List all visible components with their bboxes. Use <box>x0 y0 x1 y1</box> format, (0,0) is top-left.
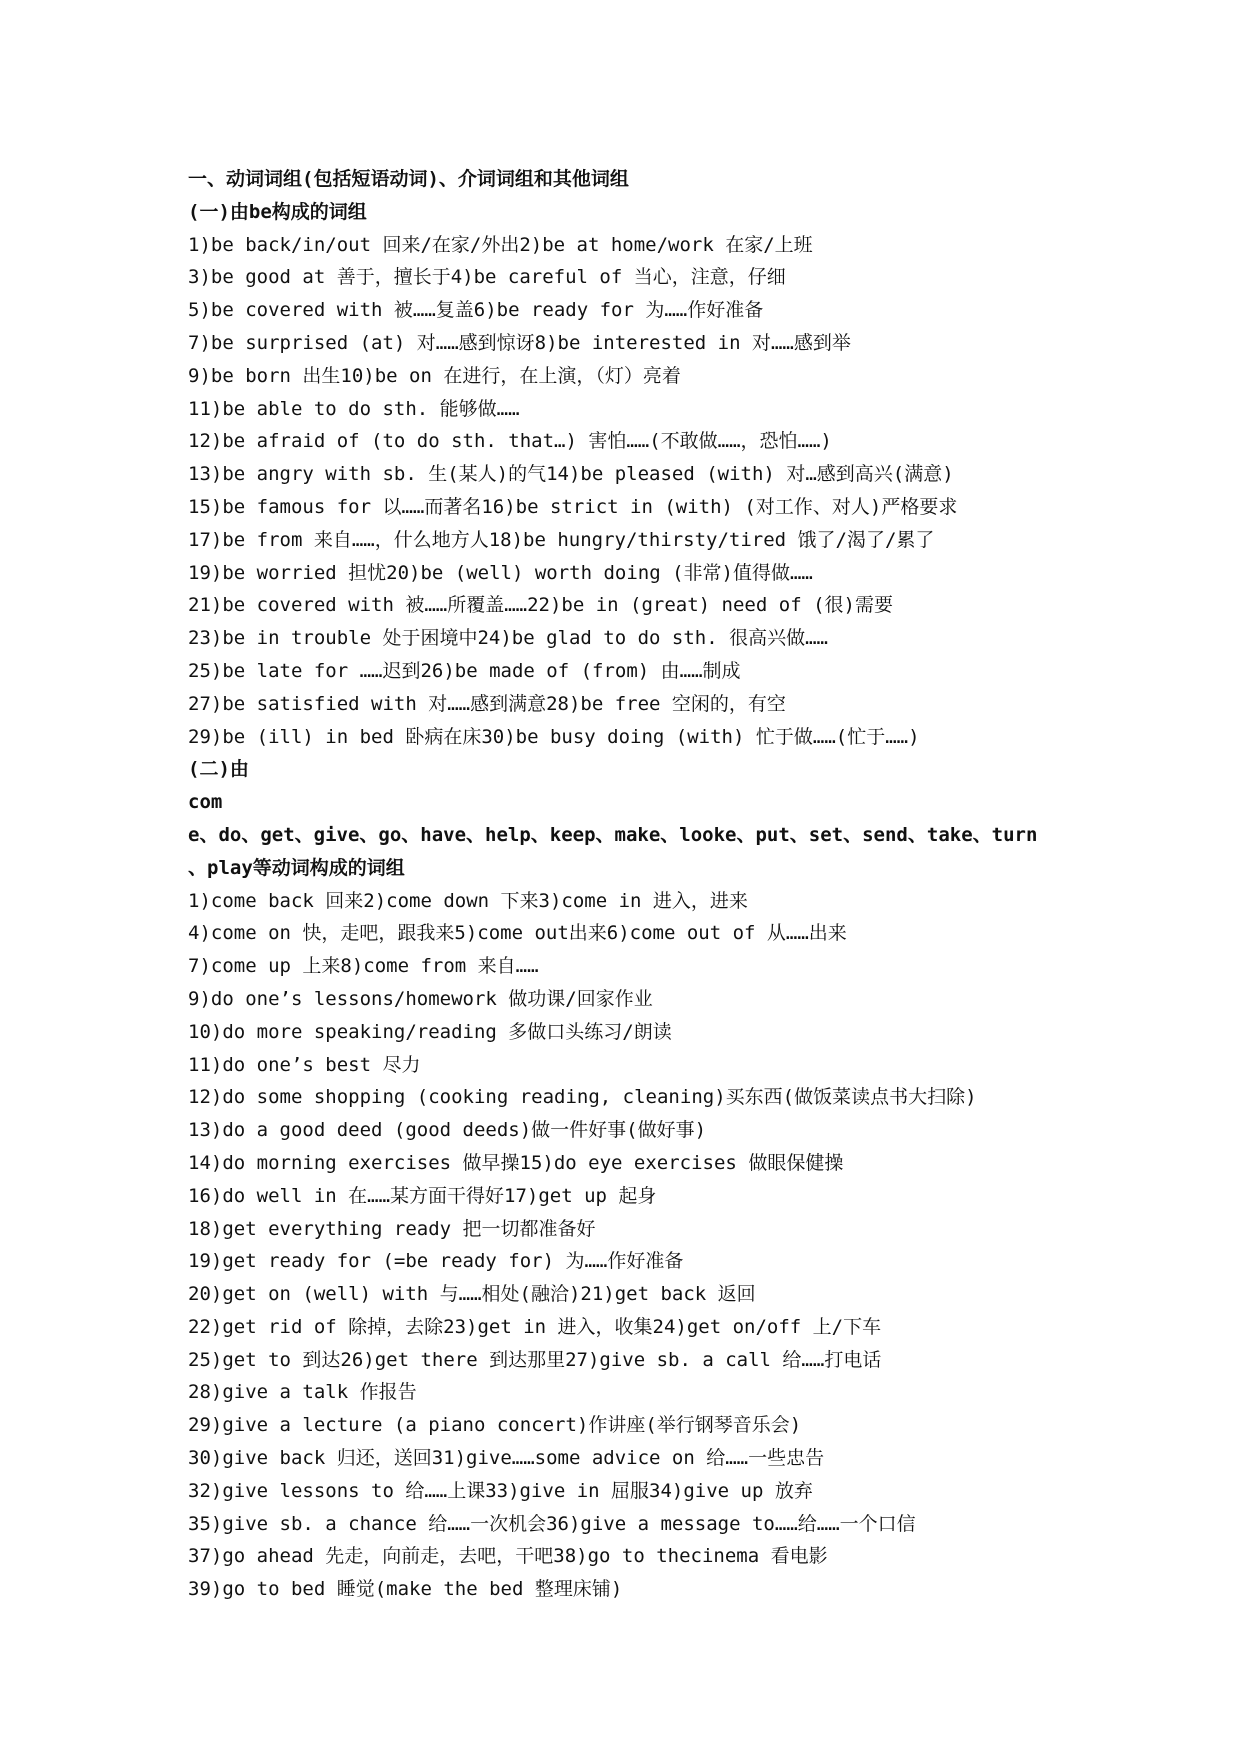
section-2-heading-line: e、do、get、give、go、have、help、keep、make、looke、put、set、send、take、turn <box>188 823 1038 846</box>
list-item: 9)do one’s lessons/homework 做功课/回家作业 <box>188 987 653 1010</box>
list-item: 12)be afraid of (to do sth. that…) 害怕……(不敢做……，恐怕……) <box>188 430 832 453</box>
list-item: 30)give back 归还，送回31)give……some advice on 给……一些忠告 <box>188 1447 825 1470</box>
list-item: 1)be back/in/out 回来/在家/外出2)be at home/work 在家/上班 <box>188 233 813 256</box>
section-2-heading-line: 、play等动词构成的词组 <box>188 856 405 879</box>
list-item: 22)get rid of 除掉，去除23)get in 进入，收集24)get on/off 上/下车 <box>188 1315 882 1338</box>
list-item: 11)do one’s best 尽力 <box>188 1053 421 1076</box>
list-item: 39)go to bed 睡觉(make the bed 整理床铺) <box>188 1578 623 1601</box>
list-item: 23)be in trouble 处于困境中24)be glad to do sth. 很高兴做…… <box>188 627 828 650</box>
section-1-list <box>188 229 1068 754</box>
list-item: 18)get everything ready 把一切都准备好 <box>188 1217 596 1240</box>
list-item: 7)be surprised (at) 对……感到惊讶8)be interested in 对……感到举 <box>188 331 851 354</box>
list-item: 19)be worried 担忧20)be (well) worth doing (非常)值得做…… <box>188 561 813 584</box>
section-2-heading-line: (二)由 <box>188 758 249 781</box>
section-2-heading-line: com <box>188 791 223 814</box>
list-item: 27)be satisfied with 对……感到满意28)be free 空闲的，有空 <box>188 692 786 715</box>
list-item: 4)come on 快，走吧，跟我来5)come out出来6)come out of 从……出来 <box>188 922 847 945</box>
list-item: 37)go ahead 先走，向前走，去吧，干吧38)go to thecinema 看电影 <box>188 1545 828 1568</box>
list-item: 13)be angry with sb. 生(某人)的气14)be pleased (with) 对…感到高兴(满意) <box>188 463 954 486</box>
list-item: 11)be able to do sth. 能够做…… <box>188 397 520 420</box>
document-title: 一、动词词组(包括短语动词)、介词词组和其他词组 <box>188 168 629 190</box>
section-2-heading <box>188 753 1068 884</box>
list-item: 14)do morning exercises 做早操15)do eye exercises 做眼保健操 <box>188 1151 844 1174</box>
list-item: 19)get ready for (=be ready for) 为……作好准备 <box>188 1250 684 1273</box>
list-item: 12)do some shopping (cooking reading, cleaning)买东西(做饭菜读点书大扫除) <box>188 1086 977 1109</box>
list-item: 15)be famous for 以……而著名16)be strict in (with) (对工作、对人)严格要求 <box>188 495 958 518</box>
list-item: 17)be from 来自……，什么地方人18)be hungry/thirsty/tired 饿了/渴了/累了 <box>188 528 935 551</box>
list-item: 25)get to 到达26)get there 到达那里27)give sb. a call 给……打电话 <box>188 1348 882 1371</box>
list-item: 16)do well in 在……某方面干得好17)get up 起身 <box>188 1184 657 1207</box>
list-item: 21)be covered with 被……所覆盖……22)be in (great) need of (很)需要 <box>188 594 893 617</box>
section-2-list <box>188 885 1068 1607</box>
list-item: 5)be covered with 被……复盖6)be ready for 为……作好准备 <box>188 299 764 322</box>
section-1-heading: (一)由be构成的词组 <box>188 200 367 223</box>
list-item: 29)be (ill) in bed 卧病在床30)be busy doing (with) 忙于做……(忙于……) <box>188 725 920 748</box>
list-item: 29)give a lecture (a piano concert)作讲座(举行钢琴音乐会) <box>188 1414 802 1437</box>
list-item: 32)give lessons to 给……上课33)give in 屈服34)give up 放弃 <box>188 1479 813 1502</box>
list-item: 13)do a good deed (good deeds)做一件好事(做好事) <box>188 1119 707 1142</box>
list-item: 20)get on (well) with 与……相处(融洽)21)get back 返回 <box>188 1283 756 1306</box>
list-item: 10)do more speaking/reading 多做口头练习/朗读 <box>188 1020 672 1043</box>
list-item: 25)be late for ……迟到26)be made of (from) 由……制成 <box>188 659 741 682</box>
list-item: 1)come back 回来2)come down 下来3)come in 进入，进来 <box>188 889 748 912</box>
list-item: 28)give a talk 作报告 <box>188 1381 417 1404</box>
list-item: 9)be born 出生10)be on 在进行，在上演，（灯）亮着 <box>188 364 681 387</box>
list-item: 7)come up 上来8)come from 来自…… <box>188 955 539 978</box>
document-page <box>188 163 1068 1606</box>
list-item: 3)be good at 善于，擅长于4)be careful of 当心，注意，仔细 <box>188 266 786 289</box>
list-item: 35)give sb. a chance 给……一次机会36)give a message to……给……一个口信 <box>188 1512 916 1535</box>
